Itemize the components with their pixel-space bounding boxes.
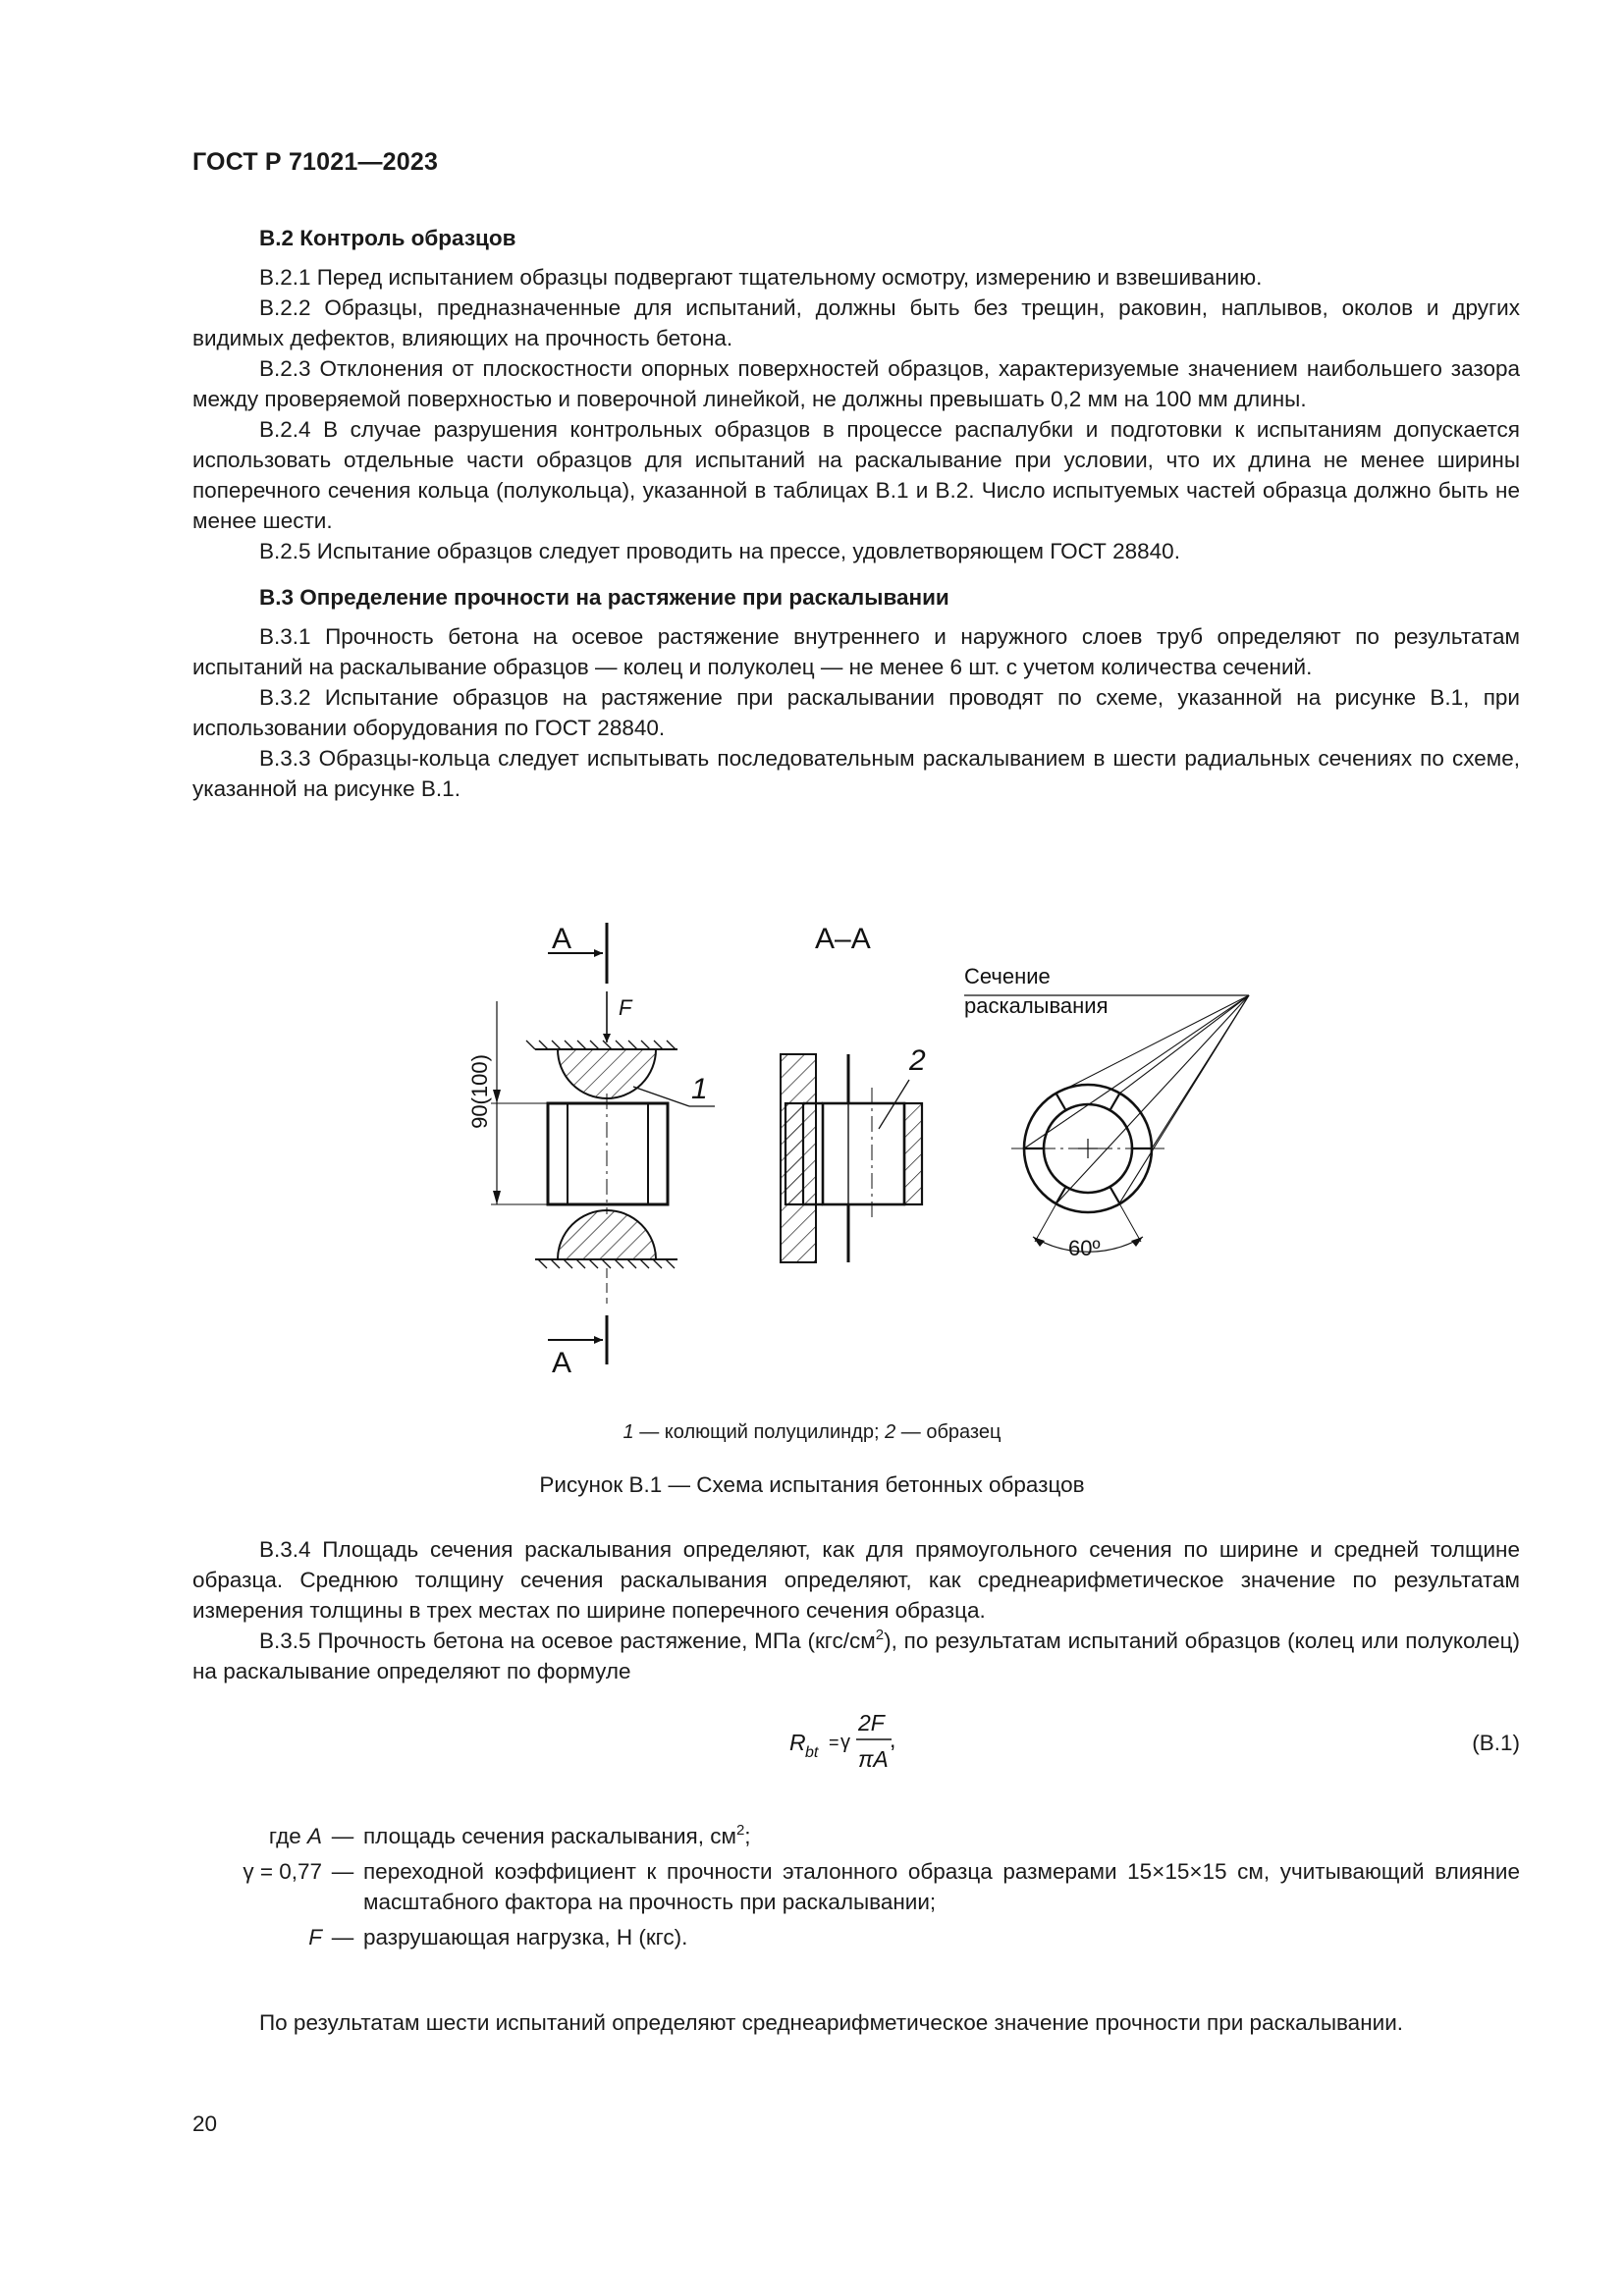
- legend-number-1: 1: [623, 1421, 634, 1443]
- section-b2-title: В.2 Контроль образцов: [259, 226, 516, 250]
- force-label: F: [619, 995, 632, 1020]
- section-mark-top: А: [552, 923, 572, 955]
- figure-caption: Рисунок В.1 — Схема испытания бетонных образцов: [539, 1472, 1085, 1497]
- formula-equals: =: [829, 1733, 839, 1752]
- where-row-f: F — разрушающая нагрузка, Н (кгс).: [308, 1925, 688, 1949]
- where-row-a: где A — площадь сечения раскалывания, $см^2$;: [268, 1821, 751, 1848]
- callout-1: 1: [691, 1073, 708, 1105]
- split-section-label-2: раскалывания: [964, 993, 1109, 1018]
- formula-lhs: R: [789, 1730, 806, 1755]
- paragraph-b2-4: В.2.4 В случае разрушения контрольных образцов в процессе распалубки и подготовки к испытаниям допускается использовать отдельные части образцов для испытаний на раскалывание при условии, что их длина не менее ширины поперечного сечения кольца (полукольца), указанной в таблицах В.1 и В.2. Число испытуемых частей образца должно быть не менее шести.: [192, 417, 1520, 533]
- paragraph-b2-1: В.2.1 Перед испытанием образцы подвергают тщательному осмотру, измерению и взвешиванию.: [259, 265, 1263, 290]
- formula-comma: ,: [890, 1727, 896, 1752]
- ring-split-view: [964, 995, 1249, 1252]
- section-mark-bottom: А: [552, 1347, 572, 1379]
- closing-section: [192, 2007, 1520, 2038]
- document-id: ГОСТ Р 71021—2023: [192, 148, 439, 176]
- dimension-label: 90(100): [467, 1054, 492, 1129]
- callout-2: 2: [909, 1044, 926, 1077]
- paragraph-b3-2: В.3.2 Испытание образцов на растяжение при раскалывании проводят по схеме, указанной на рисунке В.1, при использовании оборудования по ГОСТ 28840.: [192, 685, 1520, 740]
- legend-number-2: 2: [885, 1421, 896, 1443]
- press-scheme-view: [491, 923, 715, 1364]
- paragraph-b3-1: В.3.1 Прочность бетона на осевое растяжение внутреннего и наружного слоев труб определяют по результатам испытаний на раскалывание образцов — колец и полуколец — не менее 6 шт. с учетом количества сечений.: [192, 624, 1520, 679]
- formula-lhs-sub: bt: [805, 1744, 819, 1761]
- paragraph-b3-5: В.3.5 Прочность бетона на осевое растяжение, МПа $(кгс/см^2)$, по результатам испытаний образцов (колец или полуколец) на раскалывание определяют по формуле: [192, 1626, 1520, 1683]
- section-b2: [192, 223, 1520, 804]
- paragraph-b3-3: В.3.3 Образцы-кольца следует испытывать последовательным раскалыванием в шести радиальных сечениях по схеме, указанной на рисунке В.1.: [192, 746, 1520, 801]
- closing-paragraph: По результатам шести испытаний определяют среднеарифметическое значение прочности при раскалывании.: [259, 2010, 1404, 2035]
- formula-numerator: 2F: [858, 1710, 885, 1735]
- split-section-label-1: Сечение: [964, 964, 1051, 988]
- paragraph-b3-4: В.3.4 Площадь сечения раскалывания определяют, как для прямоугольного сечения по ширине и средней толщине образца. Среднюю толщину сечения раскалывания определяют, как среднеарифметическое значение по результатам измерения толщины в трех местах по ширине поперечного сечения образца.: [192, 1537, 1520, 1623]
- equation-number: (В.1): [1472, 1731, 1520, 1755]
- legend-text-1: — колющий полуцилиндр;: [633, 1421, 886, 1443]
- page-number: 20: [192, 2111, 218, 2136]
- angle-label: 60º: [1068, 1236, 1101, 1260]
- section-aa-view: [781, 1054, 922, 1262]
- formula-denominator: πA: [858, 1746, 889, 1772]
- paragraph-b2-5: В.2.5 Испытание образцов следует проводить на прессе, удовлетворяющем ГОСТ 28840.: [259, 539, 1180, 563]
- section-view-label: А–А: [815, 923, 871, 955]
- paragraph-b2-2: В.2.2 Образцы, предназначенные для испытаний, должны быть без трещин, раковин, наплывов, околов и других видимых дефектов, влияющих на прочность бетона.: [192, 295, 1520, 350]
- test-scheme-figure: [432, 893, 1276, 1384]
- formula-b1: [782, 1696, 948, 1785]
- legend-text-2: — образец: [895, 1421, 1001, 1443]
- paragraph-b2-3: В.2.3 Отклонения от плоскостности опорных поверхностей образцов, характеризуемые значением наибольшего зазора между проверяемой поверхностью и поверочной линейкой, не должны превышать 0,2 мм на 100 мм длины.: [192, 356, 1520, 411]
- figure-legend: [0, 1421, 1624, 1444]
- formula-explanation: [192, 1821, 1520, 1957]
- section-b3-title: В.3 Определение прочности на растяжение при раскалывании: [259, 585, 949, 610]
- section-b3-continued: [192, 1534, 1520, 1686]
- formula-gamma: γ: [840, 1732, 850, 1753]
- where-row-gamma: γ = 0,77 — переходной коэффициент к прочности эталонного образца размерами 15×15×15 см, учитывающий влияние масштабного фактора на прочность при раскалывании;: [243, 1859, 1520, 1914]
